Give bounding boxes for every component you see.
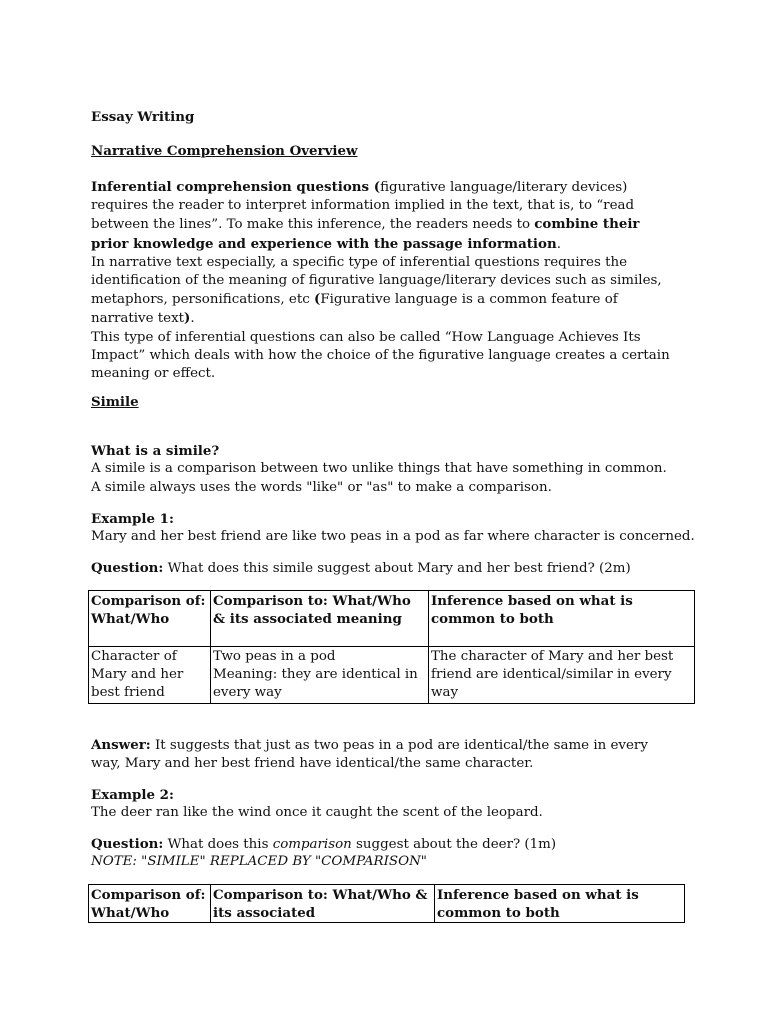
- doc-title: Essay Writing: [91, 109, 195, 125]
- answer-label: Answer:: [91, 737, 151, 753]
- table-header-cell: Comparison of: What/Who: [89, 885, 211, 923]
- doc-subtitle: Narrative Comprehension Overview: [91, 143, 358, 159]
- answer-text: It suggests that just as two peas in a pod are identical/the same in every way, Mary and her best friend have identical/the same character.: [91, 738, 648, 772]
- intro-section: [91, 178, 679, 383]
- question-label: Question:: [91, 836, 164, 852]
- simile-definition-2: A simile always uses the words "like" or "as" to make a comparison.: [91, 480, 552, 495]
- what-is-simile-heading: What is a simile?: [91, 443, 220, 459]
- comparison-table-2: [88, 884, 685, 923]
- intro-p2-paren-close: ): [184, 310, 191, 327]
- intro-paragraph-3: This type of inferential questions can also be called “How Language Achieves Its Impact” which deals with how the choice of the figurative language creates a certain meaning or effect.: [91, 329, 670, 382]
- table-header-cell: Inference based on what is common to both: [429, 591, 695, 647]
- comparison-table-1: [88, 590, 695, 704]
- table-header-cell: Comparison of: What/Who: [89, 591, 211, 647]
- intro-p2-note: Figurative language is a common feature of narrative text: [91, 292, 618, 327]
- question-label: Question:: [91, 560, 164, 576]
- intro-paragraph-1: [91, 178, 679, 254]
- question-text-pre: What does this: [163, 837, 273, 852]
- simile-definition-1: A simile is a comparison between two unlike things that have something in common.: [91, 461, 667, 476]
- intro-p1-end: .: [556, 236, 561, 252]
- example-2-label: Example 2:: [91, 787, 174, 803]
- example-2-note: NOTE: "SIMILE" REPLACED BY "COMPARISON": [91, 854, 427, 869]
- table-header-row: [89, 591, 695, 647]
- question-emphasis: comparison: [272, 837, 352, 852]
- example-1-text: Mary and her best friend are like two peas in a pod as far where character is concerned.: [91, 529, 695, 544]
- simile-heading: Simile: [91, 394, 139, 410]
- question-text: What does this simile suggest about Mary and her best friend? (2m): [163, 561, 631, 576]
- table-cell: Two peas in a pod Meaning: they are identical in every way: [211, 647, 429, 704]
- intro-p1-bold-a: Inferential comprehension questions (: [91, 179, 381, 195]
- question-text-post: suggest about the deer? (1m): [351, 837, 557, 852]
- intro-paragraph-2: [91, 254, 679, 329]
- example-1-question: [91, 559, 711, 578]
- intro-p1-bold-b: combine their prior knowledge and experience with the passage information: [91, 216, 640, 252]
- table-cell: Character of Mary and her best friend: [89, 647, 211, 704]
- intro-p2-paren-open: (: [313, 291, 321, 308]
- example-1-label: Example 1:: [91, 511, 174, 527]
- intro-p1-text: figurative language/literary devices) requires the reader to interpret information implied in the text, that is, to “read between the lines”. To make this inference, the readers needs to: [91, 180, 635, 233]
- table-row: [89, 647, 695, 704]
- table-header-cell: Comparison to: What/Who & its associated: [211, 885, 435, 923]
- example-2-text: The deer ran like the wind once it caught the scent of the leopard.: [91, 805, 543, 820]
- answer-paragraph: [91, 736, 661, 773]
- table-cell: The character of Mary and her best friend are identical/similar in every way: [429, 647, 695, 704]
- intro-p2-text: In narrative text especially, a specific type of inferential questions requires the identification of the meaning of figurative language/literary devices such as similes, metaphors, personifications, etc: [91, 254, 662, 308]
- table-header-row: [89, 885, 685, 923]
- example-2-question: [91, 835, 711, 854]
- table-header-cell: Comparison to: What/Who & its associated meaning: [211, 591, 429, 647]
- table-header-cell: Inference based on what is common to both: [435, 885, 685, 923]
- intro-p2-end: .: [190, 311, 195, 327]
